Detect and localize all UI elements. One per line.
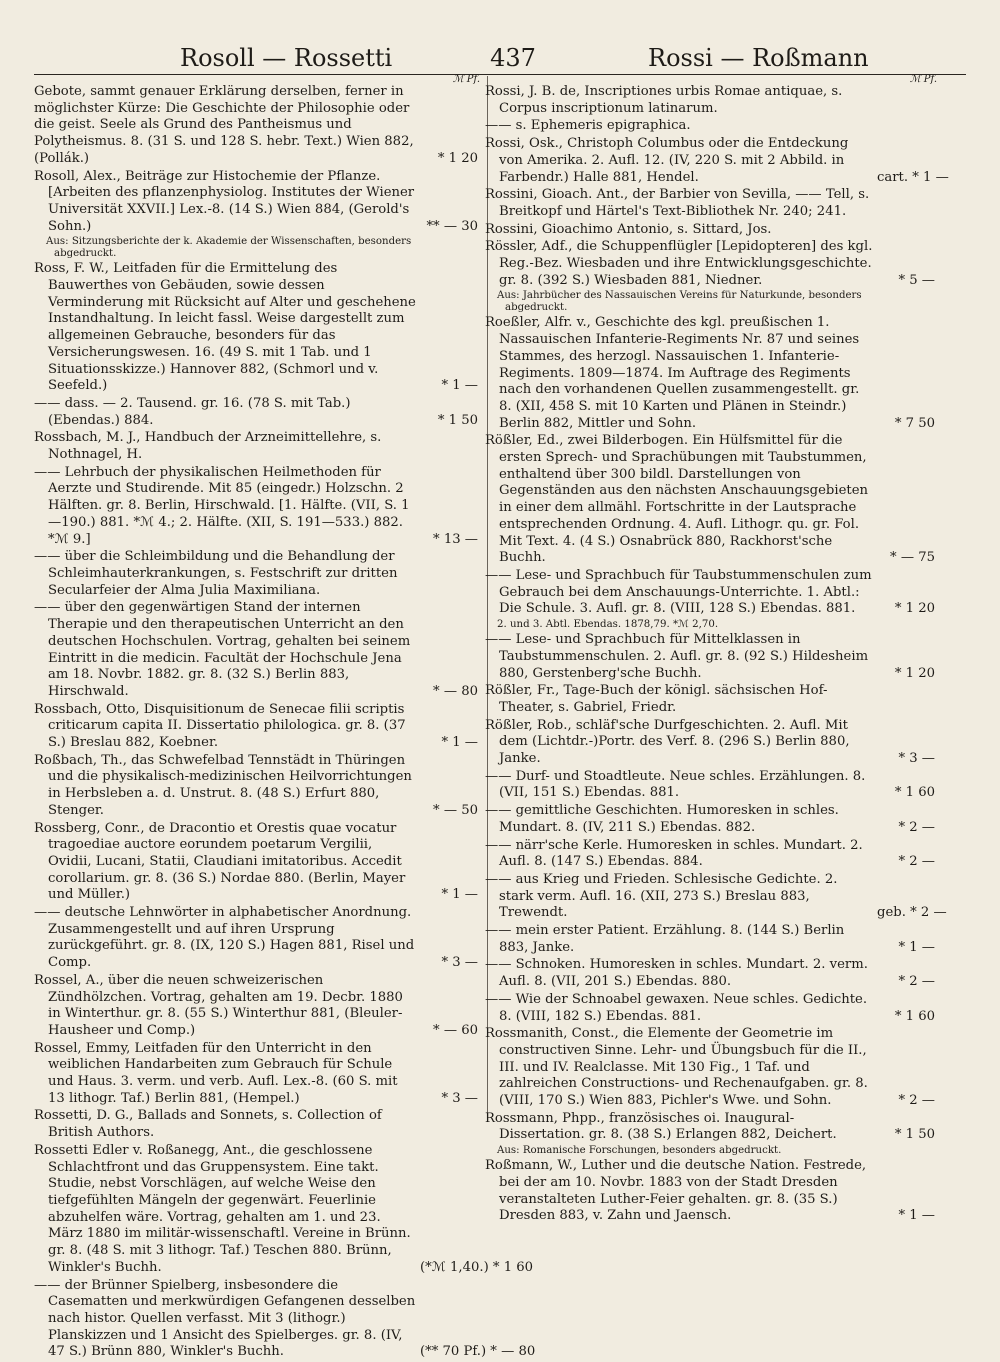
header-right-range: Rossi — Roßmann	[648, 44, 869, 72]
entry-price: * 3 —	[441, 1090, 478, 1106]
catalog-entry	[34, 821, 478, 905]
entry-price: * — 60	[433, 1022, 478, 1038]
entry-text: Rössler, Adf., die Schuppenflügler [Lepidopteren] des kgl. Reg.-Bez. Wiesbaden und ihre Entwicklungsgeschichte. gr. 8. (392 S.) Wiesbaden 881, Niedner.	[485, 239, 873, 288]
entry-price: * 3 —	[441, 955, 478, 971]
catalog-entry	[485, 838, 935, 871]
catalog-entry	[34, 1108, 478, 1141]
entry-price: * 1 —	[898, 939, 935, 955]
entry-price: * 5 —	[898, 272, 935, 288]
entry-price: (** 70 Pf.) * — 80	[420, 1344, 536, 1360]
entry-text: Ross, F. W., Leitfaden für die Ermittelung des Bauwerthes von Gebäuden, sowie dessen Verminderung mit Rücksicht auf Alter und geschehene Instandhaltung. In leicht fassl. Weise dargestellt zum allgemeinen Gebrauche, besonders für das Versicherungswesen. 16. (49 S. mit 1 Tab. und 1 Situationsskizze.) Hannover 882, (Schmorl und v. Seefeld.)	[34, 261, 416, 394]
catalog-entry	[485, 803, 935, 836]
entry-text: Rossetti Edler v. Roßanegg, Ant., die geschlossene Schlachtfront und das Gruppensystem. Eine takt. Studie, nebst Vorschlägen, auf welche Weise den tiefgefühlten Mängeln der gegenwärt. Feuerlinie abzuhelfen wäre. Vortrag, gehalten am 1. und 23. März 1880 im militär-wissenschaftl. Vereine in Brünn. gr. 8. (48 S. mit 3 lithogr. Taf.) Teschen 880. Brünn, Winkler's Buchh.	[34, 1142, 411, 1275]
entry-text: Rößler, Rob., schläf'sche Durfgeschichten. 2. Aufl. Mit dem (Lichtdr.-)Portr. des Verf. 8. (296 S.) Berlin 880, Janke.	[485, 717, 850, 767]
entry-price: * 1 20	[894, 601, 935, 617]
catalog-entry	[34, 1277, 536, 1362]
catalog-entry	[485, 1026, 935, 1110]
entry-text: —— Wie der Schnoabel gewaxen. Neue schles. Gedichte. 8. (VIII, 182 S.) Ebendas. 881.	[485, 991, 868, 1024]
entry-price: geb. * 2 —	[877, 905, 947, 921]
entry-text: Rossetti, D. G., Ballads and Sonnets, s. Collection of British Authors.	[34, 1108, 382, 1141]
catalog-entry	[34, 973, 478, 1040]
entry-text: —— deutsche Lehnwörter in alphabetischer Anordnung. Zusammengestellt und auf ihren Ursprung zurückgeführt. gr. 8. (IX, 120 S.) Hagen 881, Risel und Comp.	[34, 905, 415, 971]
header-left-range: Rosoll — Rossetti	[180, 44, 393, 72]
entry-text: Rößler, Fr., Tage-Buch der königl. sächsischen Hof-Theater, s. Gabriel, Friedr.	[485, 683, 828, 715]
header-rule	[34, 74, 966, 75]
catalog-entry	[34, 430, 478, 463]
catalog-entry	[34, 261, 478, 395]
catalog-entry	[485, 992, 935, 1025]
entry-text: Rossmann, Phpp., französisches oi. Inaugural-Dissertation. gr. 8. (38 S.) Erlangen 882, Deichert.	[485, 1110, 837, 1143]
catalog-entry	[485, 568, 935, 618]
catalog-entry	[485, 187, 935, 220]
entry-price: * — 75	[890, 550, 935, 566]
entry-price: * 1 —	[441, 378, 478, 394]
catalog-entry	[34, 600, 478, 700]
catalog-entry	[34, 753, 478, 820]
entry-note: Aus: Jahrbücher des Nassauischen Vereins für Naturkunde, besonders abgedruckt.	[497, 290, 862, 314]
catalog-entry	[34, 169, 478, 236]
entry-text: —— s. Ephemeris epigraphica.	[485, 118, 691, 134]
catalog-entry	[485, 1158, 935, 1225]
catalog-entry	[485, 315, 935, 432]
entry-text: —— dass. — 2. Tausend. gr. 16. (78 S. mit Tab.) (Ebendas.) 884.	[34, 395, 351, 428]
catalog-entry	[485, 871, 947, 922]
entry-price: * 2 —	[898, 1093, 935, 1109]
entry-text: Rosoll, Alex., Beiträge zur Histochemie der Pflanze. [Arbeiten des pflanzenphysiolog. Institutes der Wiener Universität XXVII.] Lex.-8. (14 S.) Wien 884, (Gerold's Sohn.)	[34, 168, 415, 234]
catalog-entry	[485, 632, 935, 682]
entry-price: * 1 50	[437, 412, 478, 428]
entry-text: —— über den gegenwärtigen Stand der internen Therapie und den therapeutischen Unterricht an den deutschen Hochschulen. Vortrag, gehalten bei seinem Eintritt in die medicin. Facultät der Hochschule Jena am 18. Novbr. 1882. gr. 8. (32 S.) Berlin 883, Hirschwald.	[34, 600, 411, 699]
entry-text: Rossel, Emmy, Leitfaden für den Unterricht in den weiblichen Handarbeiten zum Gebrauch für Schule und Haus. 3. verm. und verb. Aufl. Lex.-8. (60 S. mit 13 lithogr. Taf.) Berlin 881, (Hempel.)	[34, 1040, 398, 1106]
entry-price: * 1 20	[894, 665, 935, 681]
catalog-entry	[485, 769, 935, 802]
entry-text: Rossberg, Conr., de Dracontio et Orestis quae vocatur tragoediae auctore eorundem poetarum Vergilii, Ovidii, Lucani, Statii, Claudiani imitatoribus. Accedit corollarium. gr. 8. (36 S.) Nordae 880. (Berlin, Mayer und Müller.)	[34, 820, 406, 903]
entry-price: * 1 20	[437, 150, 478, 166]
catalog-entry	[34, 905, 478, 972]
catalog-entry	[34, 84, 478, 168]
catalog-entry	[485, 239, 935, 289]
entry-price: cart. * 1 —	[877, 169, 949, 185]
entry-price: * 1 —	[898, 1208, 935, 1224]
entry-price: * 1 50	[894, 1127, 935, 1143]
page-header	[30, 44, 970, 78]
catalog-entry	[485, 222, 935, 239]
entry-text: Rossbach, M. J., Handbuch der Arzneimittellehre, s. Nothnagel, H.	[34, 430, 382, 463]
entry-text: —— Schnoken. Humoresken in schles. Mundart. 2. verm. Aufl. 8. (VII, 201 S.) Ebendas. 880.	[485, 957, 868, 990]
entry-text: —— gemittliche Geschichten. Humoresken in schles. Mundart. 8. (IV, 211 S.) Ebendas. 882.	[485, 803, 839, 835]
entry-text: Rossi, Osk., Christoph Columbus oder die Entdeckung von Amerika. 2. Aufl. 12. (IV, 220 S. mit 2 Abbild. in Farbendr.) Halle 881, Hendel.	[485, 136, 849, 185]
catalog-entry	[485, 718, 935, 768]
catalog-entry	[485, 923, 935, 956]
entry-text: —— mein erster Patient. Erzählung. 8. (144 S.) Berlin 883, Janke.	[485, 923, 845, 955]
entry-text: —— Durf- und Stoadtleute. Neue schles. Erzählungen. 8. (VII, 151 S.) Ebendas. 881.	[485, 768, 866, 801]
catalog-entry	[485, 1111, 935, 1144]
entry-text: —— Lese- und Sprachbuch für Mittelklassen in Taubstummenschulen. 2. Aufl. gr. 8. (92 S.) Hildesheim 880, Gerstenberg'sche Buchh.	[485, 632, 869, 681]
catalog-entry	[485, 118, 935, 135]
entry-text: Roßmann, W., Luther und die deutsche Nation. Festrede, bei der am 10. Novbr. 1883 von der Stadt Dresden veranstalteten Luther-Feier gehalten. gr. 8. (35 S.) Dresden 883, v. Zahn und Jaensch.	[485, 1158, 867, 1224]
entry-text: —— Lehrbuch der physikalischen Heilmethoden für Aerzte und Studirende. Mit 85 (eingedr.) Holzschn. 2 Hälften. gr. 8. Berlin, Hirschwald. [1. Hälfte. (VII, S. 1—190.) 881. *ℳ 4.; 2. Hälfte. (XII, S. 191—533.) 882. *ℳ 9.]	[34, 464, 410, 547]
entry-note: 2. und 3. Abtl. Ebendas. 1878,79. *ℳ 2,70.	[497, 619, 719, 631]
catalog-entry	[485, 136, 949, 186]
entry-text: Rossini, Gioachimo Antonio, s. Sittard, Jos.	[485, 221, 772, 237]
left-column	[34, 74, 536, 1362]
catalog-entry	[485, 683, 935, 716]
entry-text: Rossini, Gioach. Ant., der Barbier von Sevilla, —— Tell, s. Breitkopf und Härtel's Text-Bibliothek Nr. 240; 241.	[485, 187, 870, 219]
catalog-entry	[34, 465, 478, 549]
catalog-entry	[485, 433, 935, 567]
entry-price: * 7 50	[894, 415, 935, 431]
entry-price: * — 80	[433, 683, 478, 699]
entry-text: —— Lese- und Sprachbuch für Taubstummenschulen zum Gebrauch bei dem Anschauungs-Unterrichte. 1. Abtl.: Die Schule. 3. Aufl. gr. 8. (VIII, 128 S.) Ebendas. 881.	[485, 567, 872, 617]
catalog-entry	[485, 84, 935, 117]
entry-text: Rossbach, Otto, Disquisitionum de Senecae filii scriptis criticarum capita II. Dissertatio philologica. gr. 8. (37 S.) Breslau 882, Koebner.	[34, 701, 406, 751]
catalog-entry	[34, 1142, 534, 1277]
entry-text: —— über die Schleimbildung und die Behandlung der Schleimhauterkrankungen, s. Festschrift zur dritten Secularfeier der Alma Julia Maximiliana.	[34, 549, 398, 598]
right-column	[485, 74, 949, 1226]
entry-text: Rößler, Ed., zwei Bilderbogen. Ein Hülfsmittel für die ersten Sprech- und Sprachübungen mit Taubstummen, enthaltend über 300 bildl. Darstellungen von Gegenständen aus den nächsten Anschauungsgebieten in einer dem allmähl. Fortschritte in der Lautsprache entsprechenden Ordnung. 4. Aufl. Lithogr. qu. gr. Fol. Mit Text. 4. (4 S.) Osnabrück 880, Rackhorst'sche Buchh.	[485, 433, 868, 566]
catalog-entry	[34, 549, 478, 599]
currency-label-right: ℳ Pf.	[909, 74, 937, 85]
entry-price: * 1 60	[894, 1008, 935, 1024]
entry-text: —— närr'sche Kerle. Humoresken in schles. Mundart. 2. Aufl. 8. (147 S.) Ebendas. 884.	[485, 837, 863, 870]
entry-text: —— aus Krieg und Frieden. Schlesische Gedichte. 2. stark verm. Aufl. 16. (XII, 273 S.) Breslau 883, Trewendt.	[485, 871, 838, 921]
page-number: 437	[490, 44, 536, 72]
catalog-entry	[34, 396, 478, 429]
entry-price: * 2 —	[898, 819, 935, 835]
currency-label-left: ℳ Pf.	[452, 74, 480, 85]
entry-note: Aus: Sitzungsberichte der k. Akademie der Wissenschaften, besonders abgedruckt.	[46, 236, 412, 260]
entry-text: Rossi, J. B. de, Inscriptiones urbis Romae antiquae, s. Corpus inscriptionum latinarum.	[485, 84, 843, 116]
catalog-entry	[485, 957, 935, 990]
entry-price: (*ℳ 1,40.) * 1 60	[420, 1259, 534, 1275]
entry-price: * 3 —	[898, 751, 935, 767]
entry-note: Aus: Romanische Forschungen, besonders abgedruckt.	[497, 1145, 782, 1157]
entry-price: * 1 60	[894, 785, 935, 801]
entry-price: ** — 30	[426, 218, 478, 234]
entry-text: Roeßler, Alfr. v., Geschichte des kgl. preußischen 1. Nassauischen Infanterie-Regiments Nr. 87 und seines Stammes, des herzogl. Nassauischen 1. Infanterie-Regiments. 1809—1874. Im Auftrage des Regiments nach den vorhandenen Quellen zusammengestellt. gr. 8. (XII, 458 S. mit 10 Karten und Plänen in Steindr.) Berlin 882, Mittler und Sohn.	[485, 315, 860, 431]
entry-price: * 1 —	[441, 887, 478, 903]
entry-price: * 13 —	[433, 531, 478, 547]
entry-text: Roßbach, Th., das Schwefelbad Tennstädt in Thüringen und die physikalisch-medizinischen Heilvorrichtungen in Herbsleben a. d. Unstrut. 8. (48 S.) Erfurt 880, Stenger.	[34, 752, 412, 818]
entry-price: * 2 —	[898, 854, 935, 870]
catalog-entry	[34, 1041, 478, 1108]
entry-price: * 1 —	[441, 735, 478, 751]
entry-text: Rossmanith, Const., die Elemente der Geometrie im constructiven Sinne. Lehr- und Übungsbuch für die II., III. und IV. Realclasse. Mit 130 Fig., 1 Taf. und zahlreichen Constructions- und Rechenaufgaben. gr. 8. (VIII, 170 S.) Wien 883, Pichler's Wwe. und Sohn.	[485, 1026, 868, 1109]
entry-text: —— der Brünner Spielberg, insbesondere die Casematten und merkwürdigen Gefangenen desselben nach histor. Quellen verfasst. Mit 3 (lithogr.) Planskizzen und 1 Ansicht des Spielberges. gr. 8. (IV, 47 S.) Brünn 880, Winkler's Buchh.	[34, 1277, 416, 1360]
entry-text: Gebote, sammt genauer Erklärung derselben, ferner in möglichster Kürze: Die Geschichte der Philosophie oder die geist. Seele als Grund des Pantheismus und Polytheismus. 8. (31 S. und 128 S. hebr. Text.) Wien 882, (Pollák.)	[34, 84, 414, 166]
entry-price: * — 50	[433, 802, 478, 818]
entry-text: Rossel, A., über die neuen schweizerischen Zündhölzchen. Vortrag, gehalten am 19. Decbr. 1880 in Winterthur. gr. 8. (55 S.) Winterthur 881, (Bleuler-Hausheer und Comp.)	[34, 972, 403, 1038]
catalog-entry	[34, 702, 478, 752]
entry-price: * 2 —	[898, 974, 935, 990]
